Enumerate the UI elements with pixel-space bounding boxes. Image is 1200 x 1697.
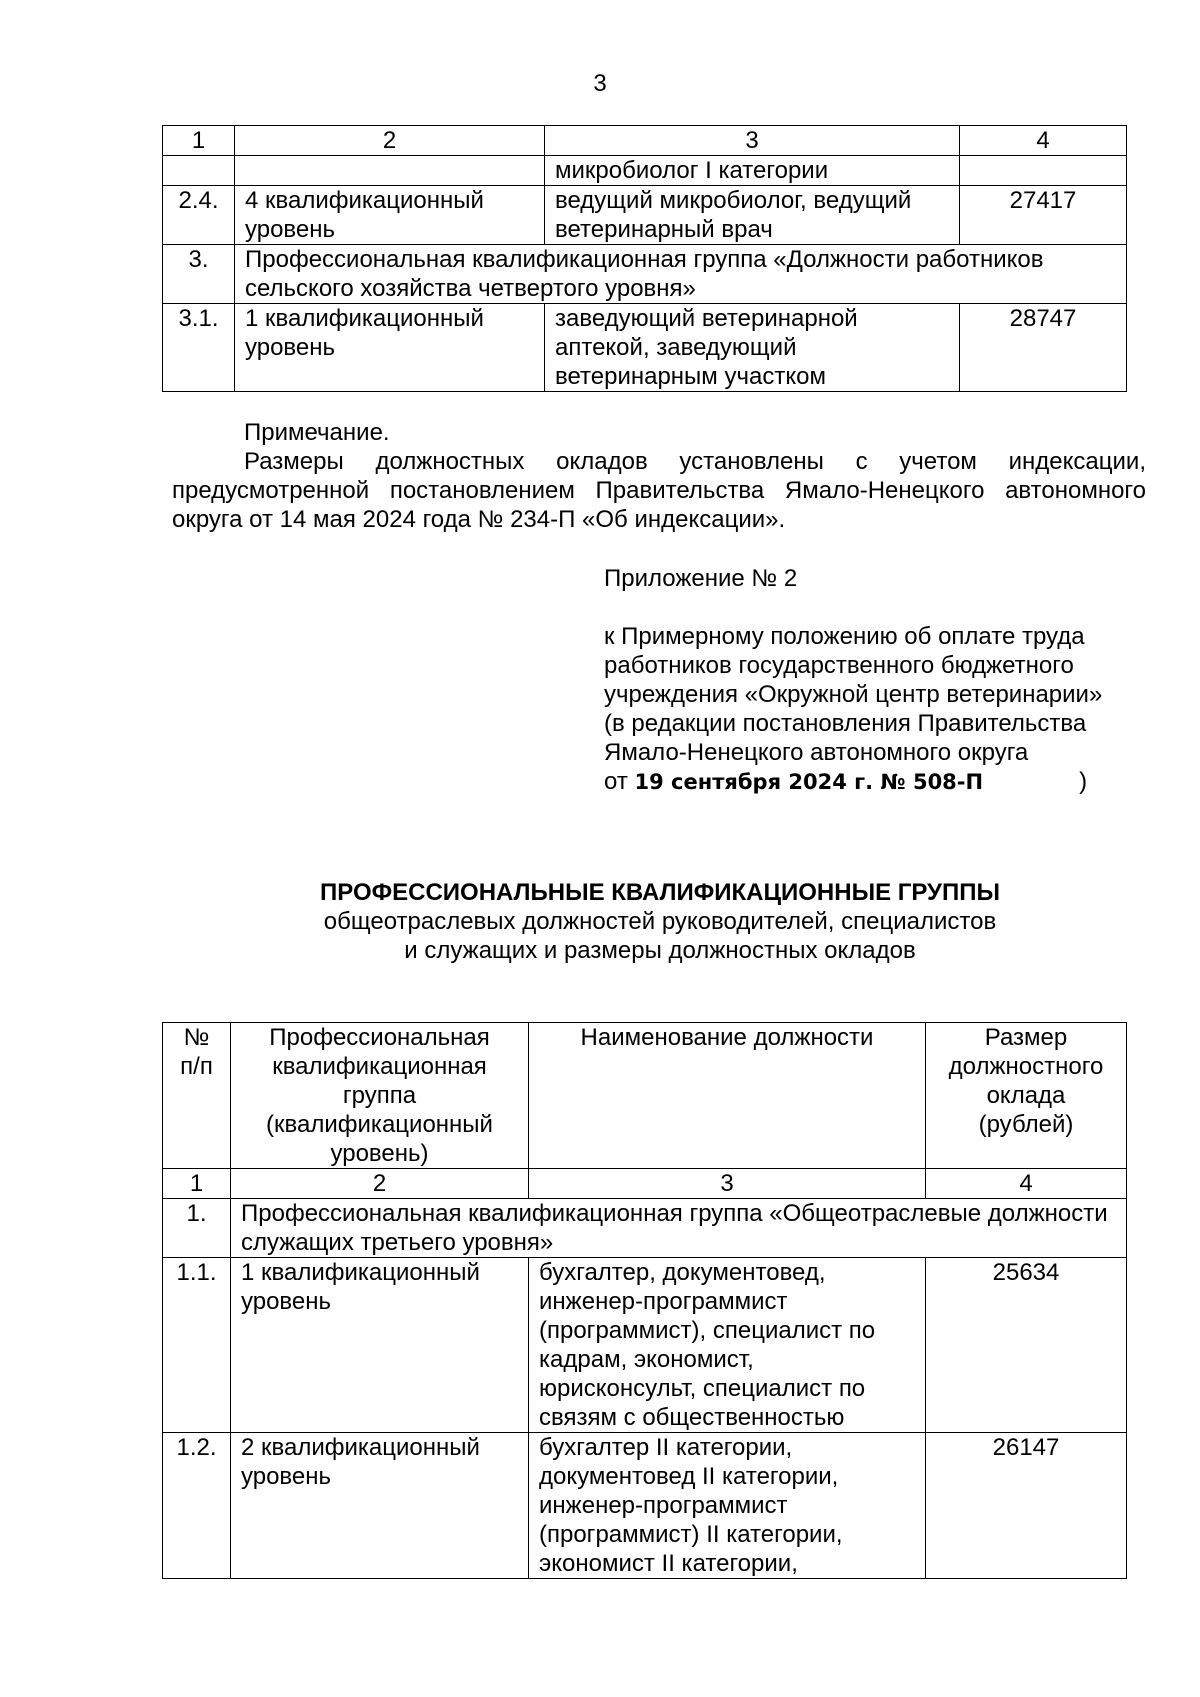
group-title: Профессиональная квалификационная группа «Должности работников сельского хозяйства четвертого уровня» — [235, 245, 1127, 304]
header-position: Наименование должности — [529, 1023, 926, 1169]
appendix-block — [604, 564, 1164, 797]
page-number: 3 — [593, 70, 607, 97]
position-name: бухгалтер II категории, документовед II категории, инженер-программист (программист) II категории, экономист II категории, — [529, 1433, 926, 1579]
table-row — [163, 156, 1127, 186]
note-section — [172, 418, 1146, 534]
position-name: бухгалтер, документовед, инженер-программист (программист), специалист по кадрам, экономист, юрисконсульт, специалист по связям с общественностью — [529, 1258, 926, 1433]
date-prefix: от — [604, 768, 628, 795]
section-heading — [0, 878, 1200, 965]
table-row — [163, 1258, 1127, 1433]
qualification-level: 1 квалификационный уровень — [231, 1258, 529, 1433]
table-row — [163, 186, 1127, 245]
salary-amount: 28747 — [960, 304, 1127, 392]
appendix-date-line — [604, 767, 1164, 797]
appendix-edition: (в редакции постановления Правительства Ямало-Ненецкого автономного округа — [604, 710, 1087, 766]
table-header-row — [163, 1023, 1127, 1169]
group-title: Профессиональная квалификационная группа «Общеотраслевые должности служащих третьего уровня» — [231, 1199, 1127, 1258]
appendix-title: Приложение № 2 — [604, 565, 798, 592]
column-number: 3 — [529, 1169, 926, 1199]
resolution-date: 19 сентября 2024 г. № 508-П — [634, 770, 984, 794]
table-row — [163, 1433, 1127, 1579]
position-name: микробиолог I категории — [545, 156, 960, 186]
appendix-reference: к Примерному положению об оплате труда работников государственного бюджетного учреждения «Окружной центр ветеринарии» — [604, 623, 1103, 708]
row-number: 1.2. — [163, 1433, 231, 1579]
closing-paren: ) — [1079, 768, 1088, 795]
row-number: 3.1. — [163, 304, 235, 392]
note-title: Примечание. — [244, 419, 390, 446]
salary-amount: 26147 — [926, 1433, 1127, 1579]
qualification-level: 1 квалификационный уровень — [235, 304, 545, 392]
column-number: 4 — [960, 126, 1127, 156]
qualification-level: 4 квалификационный уровень — [235, 186, 545, 245]
table-row — [163, 304, 1127, 392]
column-number: 2 — [235, 126, 545, 156]
header-group: Профессиональная квалификационная группа (квалификационный уровень) — [231, 1023, 529, 1169]
position-name: ведущий микробиолог, ведущий ветеринарный врач — [545, 186, 960, 245]
column-number: 1 — [163, 126, 235, 156]
note-text: Размеры должностных окладов установлены с учетом индексации, предусмотренной постановлением Правительства Ямало-Ненецкого автономного округа от 14 мая 2024 года № 234-П «Об индексации». — [172, 448, 1146, 533]
column-number: 1 — [163, 1169, 231, 1199]
qualification-level — [235, 156, 545, 186]
salary-amount — [960, 156, 1127, 186]
salary-table — [162, 1022, 1127, 1579]
heading-main: ПРОФЕССИОНАЛЬНЫЕ КВАЛИФИКАЦИОННЫЕ ГРУППЫ — [320, 879, 1000, 906]
heading-line-1: общеотраслевых должностей руководителей, специалистов — [323, 908, 997, 935]
qualification-level: 2 квалификационный уровень — [231, 1433, 529, 1579]
group-number: 3. — [163, 245, 235, 304]
row-number — [163, 156, 235, 186]
salary-amount: 27417 — [960, 186, 1127, 245]
column-numbers-row — [163, 1169, 1127, 1199]
row-number: 1.1. — [163, 1258, 231, 1433]
salary-table-continued — [162, 125, 1127, 392]
heading-line-2: и служащих и размеры должностных окладов — [404, 937, 916, 964]
group-row — [163, 245, 1127, 304]
column-number: 2 — [231, 1169, 529, 1199]
group-row — [163, 1199, 1127, 1258]
column-numbers-row — [163, 126, 1127, 156]
column-number: 4 — [926, 1169, 1127, 1199]
row-number: 2.4. — [163, 186, 235, 245]
group-number: 1. — [163, 1199, 231, 1258]
column-number: 3 — [545, 126, 960, 156]
header-salary: Размер должностного оклада (рублей) — [926, 1023, 1127, 1169]
header-number: № п/п — [163, 1023, 231, 1169]
salary-amount: 25634 — [926, 1258, 1127, 1433]
position-name: заведующий ветеринарной аптекой, заведующий ветеринарным участком — [545, 304, 960, 392]
